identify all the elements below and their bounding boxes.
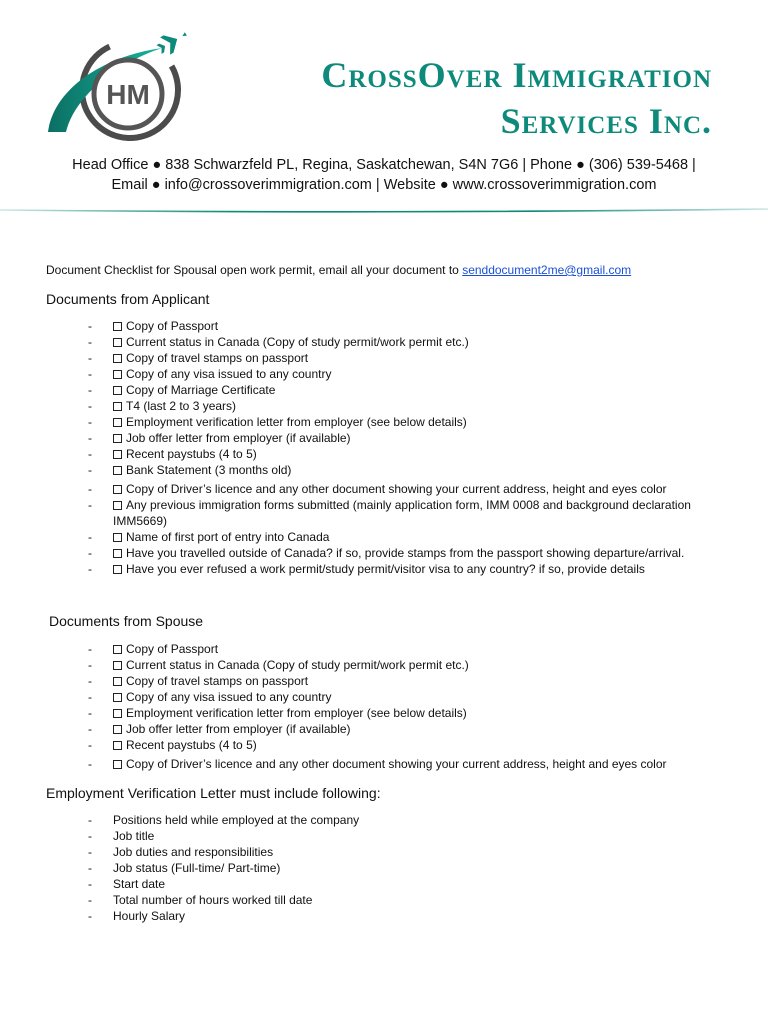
bullet-dash: -: [88, 813, 92, 827]
bullet-dash: -: [88, 431, 92, 445]
checklist-item: [88, 673, 728, 689]
item-text: Employment verification letter from employer (see below details): [126, 415, 467, 429]
checkbox-icon[interactable]: [113, 485, 122, 494]
checklist-item: [88, 430, 728, 446]
bullet-dash: -: [88, 674, 92, 688]
checkbox-icon[interactable]: [113, 645, 122, 654]
checklist-item: [88, 689, 728, 705]
applicant-checklist: [88, 318, 728, 577]
bullet-dash: -: [88, 335, 92, 349]
bullet-dash: -: [88, 562, 92, 576]
checkbox-icon[interactable]: [113, 322, 122, 331]
item-text: T4 (last 2 to 3 years): [126, 399, 237, 413]
bullet-dash: -: [88, 893, 92, 907]
bullet-dash: -: [88, 399, 92, 413]
item-text: Copy of Passport: [126, 319, 219, 333]
item-text: Recent paystubs (4 to 5): [126, 447, 257, 461]
checklist-item: [88, 529, 728, 545]
airplane-icon: [154, 28, 191, 58]
checkbox-icon[interactable]: [113, 466, 122, 475]
bullet-dash: -: [88, 463, 92, 477]
list-item: [88, 860, 728, 876]
list-item: [88, 876, 728, 892]
checkbox-icon[interactable]: [113, 418, 122, 427]
company-name-line2: Services Inc.: [500, 101, 712, 141]
bullet-dash: -: [88, 722, 92, 736]
list-item: [88, 892, 728, 908]
item-text: Job duties and responsibilities: [113, 845, 274, 859]
checklist-item: [88, 334, 728, 350]
contact-info: [0, 155, 768, 195]
item-text: Recent paystubs (4 to 5): [126, 738, 257, 752]
item-text: Total number of hours worked till date: [113, 893, 313, 907]
bullet-dash: -: [88, 447, 92, 461]
checklist-item: [88, 497, 728, 529]
checkbox-icon[interactable]: [113, 709, 122, 718]
company-name: [321, 52, 712, 144]
bullet-dash: -: [88, 319, 92, 333]
bullet-dash: -: [88, 642, 92, 656]
checklist-item: [88, 462, 728, 478]
checklist-item: [88, 481, 728, 497]
bullet-dash: -: [88, 845, 92, 859]
bullet-dash: -: [88, 738, 92, 752]
list-item: [88, 908, 728, 924]
bullet-dash: -: [88, 415, 92, 429]
item-text: Job status (Full-time/ Part-time): [113, 861, 281, 875]
checklist-item: [88, 350, 728, 366]
company-name-line1: CrossOver Immigration: [321, 55, 712, 95]
item-text: Copy of Driver’s licence and any other document showing your current address, height and eyes color: [126, 757, 667, 771]
checklist-item: [88, 382, 728, 398]
item-text: Job offer letter from employer (if available): [126, 722, 351, 736]
checklist-item: [88, 545, 728, 561]
item-text: Have you ever refused a work permit/study permit/visitor visa to any country? if so, provide details: [126, 562, 645, 576]
bullet-dash: -: [88, 351, 92, 365]
bullet-dash: -: [88, 690, 92, 704]
checkbox-icon[interactable]: [113, 661, 122, 670]
section-title-spouse: Documents from Spouse: [49, 613, 204, 629]
checklist-item: [88, 414, 728, 430]
item-text: Job offer letter from employer (if available): [126, 431, 351, 445]
checkbox-icon[interactable]: [113, 760, 122, 769]
intro-text: Document Checklist for Spousal open work permit, email all your document to: [46, 263, 463, 277]
section-title-applicant: Documents from Applicant: [46, 291, 210, 307]
section-title-letter: Employment Verification Letter must include following:: [46, 785, 381, 801]
checklist-item: [88, 446, 728, 462]
logo-letters: HM: [106, 79, 150, 110]
item-text: Start date: [113, 877, 166, 891]
bullet-dash: -: [88, 383, 92, 397]
item-text: Name of first port of entry into Canada: [126, 530, 330, 544]
checkbox-icon[interactable]: [113, 533, 122, 542]
bullet-dash: -: [88, 829, 92, 843]
checkbox-icon[interactable]: [113, 434, 122, 443]
checkbox-icon[interactable]: [113, 565, 122, 574]
checklist-item: [88, 756, 728, 772]
checkbox-icon[interactable]: [113, 386, 122, 395]
company-logo: [44, 28, 192, 144]
item-text: Current status in Canada (Copy of study permit/work permit etc.): [126, 335, 469, 349]
bullet-dash: -: [88, 861, 92, 875]
checkbox-icon[interactable]: [113, 338, 122, 347]
checklist-item: [88, 657, 728, 673]
list-item: [88, 844, 728, 860]
email-link[interactable]: senddocument2me@gmail.com: [462, 263, 632, 277]
bullet-dash: -: [88, 482, 92, 496]
bullet-dash: -: [88, 757, 92, 771]
checkbox-icon[interactable]: [113, 741, 122, 750]
checkbox-icon[interactable]: [113, 450, 122, 459]
checklist-item: [88, 561, 728, 577]
bullet-dash: -: [88, 877, 92, 891]
checklist-item: [88, 721, 728, 737]
item-text: Copy of Passport: [126, 642, 219, 656]
bullet-dash: -: [88, 706, 92, 720]
checklist-item: [88, 318, 728, 334]
checklist-item: [88, 705, 728, 721]
checkbox-icon[interactable]: [113, 677, 122, 686]
bullet-dash: -: [88, 530, 92, 544]
item-text: Have you travelled outside of Canada? if so, provide stamps from the passport showing departure/arrival.: [126, 546, 685, 560]
list-item: [88, 828, 728, 844]
item-text: Copy of Driver’s licence and any other document showing your current address, height and eyes color: [126, 482, 667, 496]
item-text: Copy of travel stamps on passport: [126, 674, 309, 688]
checkbox-icon[interactable]: [113, 354, 122, 363]
item-text: Hourly Salary: [113, 909, 186, 923]
checkbox-icon[interactable]: [113, 501, 122, 510]
bullet-dash: -: [88, 546, 92, 560]
bullet-dash: -: [88, 909, 92, 923]
contact-line2: Email ● info@crossoverimmigration.com | Website ● www.crossoverimmigration.com: [111, 177, 657, 193]
intro-line: [46, 263, 631, 277]
checkbox-icon[interactable]: [113, 725, 122, 734]
header-divider: [0, 208, 768, 214]
letter-requirements-list: [88, 812, 728, 924]
item-text: Copy of any visa issued to any country: [126, 690, 332, 704]
bullet-dash: -: [88, 658, 92, 672]
checklist-item: [88, 641, 728, 657]
bullet-dash: -: [88, 498, 92, 512]
checkbox-icon[interactable]: [113, 370, 122, 379]
spouse-checklist: [88, 641, 728, 772]
contact-line1: Head Office ● 838 Schwarzfeld PL, Regina, Saskatchewan, S4N 7G6 | Phone ● (306) 539-5468 |: [72, 157, 696, 173]
item-text: Copy of travel stamps on passport: [126, 351, 309, 365]
item-text: Copy of any visa issued to any country: [126, 367, 332, 381]
checklist-item: [88, 398, 728, 414]
item-text: Job title: [113, 829, 155, 843]
checkbox-icon[interactable]: [113, 549, 122, 558]
checkbox-icon[interactable]: [113, 402, 122, 411]
item-text: Employment verification letter from employer (see below details): [126, 706, 467, 720]
checklist-item: [88, 366, 728, 382]
item-text: Copy of Marriage Certificate: [126, 383, 276, 397]
checkbox-icon[interactable]: [113, 693, 122, 702]
list-item: [88, 812, 728, 828]
bullet-dash: -: [88, 367, 92, 381]
item-text: Current status in Canada (Copy of study permit/work permit etc.): [126, 658, 469, 672]
item-text: Bank Statement (3 months old): [126, 463, 292, 477]
checklist-item: [88, 737, 728, 753]
item-text: Positions held while employed at the company: [113, 813, 360, 827]
item-text: Any previous immigration forms submitted (mainly application form, IMM 0008 and background declaration IMM5669): [113, 498, 691, 528]
